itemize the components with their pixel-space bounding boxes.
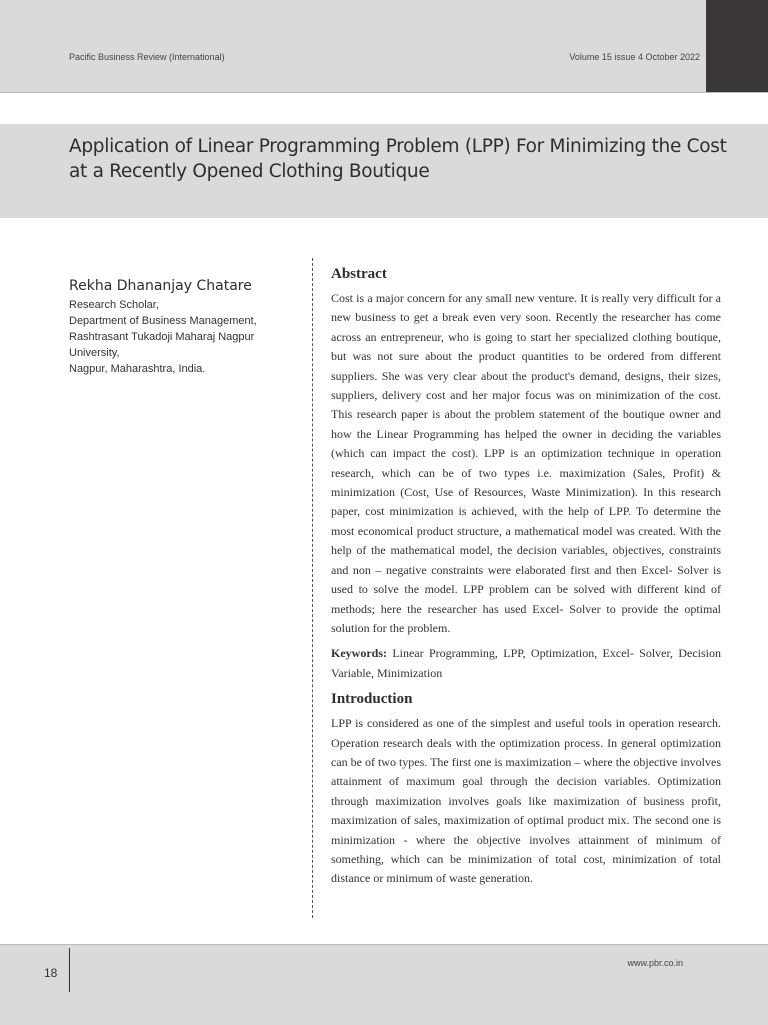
- header-corner-block: [706, 0, 768, 92]
- website-link[interactable]: www.pbr.co.in: [627, 958, 683, 968]
- introduction-text: LPP is considered as one of the simplest and useful tools in operation research. Operation research deals with the optimization process. In general optimization can be of two types. The first one is maximization – where the objective involves attainment of maximum goal through the decision variables. Optimization through maximization involves goals like maximization of business profit, maximization of sales, maximization of optimal product mix. The second one is minimization - where the objective involves attainment of minimum of something, which can be minimization of total cost, minimization of total distance or minimum of waste generation.: [331, 716, 722, 886]
- footer-band: [0, 944, 768, 1025]
- affiliation-line: Research Scholar,: [69, 299, 159, 311]
- volume-info: Volume 15 issue 4 October 2022: [569, 52, 700, 62]
- page-number-rule: [69, 948, 70, 992]
- paper-title: Application of Linear Programming Problem (LPP) For Minimizing the Cost at a Recently Opened Clothing Boutique: [69, 136, 727, 182]
- author-name: Rekha Dhananjay Chatare: [69, 278, 252, 294]
- affiliation-line: Rashtrasant Tukadoji Maharaj Nagpur: [69, 331, 255, 343]
- affiliation-line: Nagpur, Maharashtra, India.: [69, 363, 206, 375]
- column-divider: [312, 258, 313, 918]
- keywords-text: Linear Programming, LPP, Optimization, Excel- Solver, Decision Variable, Minimization: [331, 646, 721, 680]
- page-number: 18: [44, 966, 58, 980]
- abstract-heading: Abstract: [331, 266, 387, 282]
- main-column: [331, 266, 721, 889]
- header-band: [0, 0, 768, 93]
- abstract-text: Cost is a major concern for any small new venture. It is really very difficult for a new business to get a break even very soon. Recently the researcher has come across an entrepreneur, who is going to start her specialized clothing boutique, but was not sure about the product quantities to be ordered from different suppliers. She was very clear about the product's demand, designs, their sizes, suppliers, delivery cost and her major focus was on minimization of the cost. This research paper is about the problem statement of the boutique owner and how the Linear Programming has helped the owner in deciding the variables (which can impact the cost). LPP is an optimization technique in operation research, which can be of two types i.e. maximization (Sales, Profit) & minimization (Cost, Use of Resources, Waste Minimization). In this research paper, cost minimization is achieved, with the help of LPP. To determine the most economical product structure, a mathematical model was created. With the help of the mathematical model, the decision variables, objectives, constraints and non – negative constraints were elaborated first and then Excel- Solver is used to solve the model. LPP problem can be solved with different kind of methods; here the researcher has used Excel- Solver to provide the optimal solution for the problem.: [331, 291, 721, 635]
- author-block: [69, 278, 294, 377]
- keywords: [331, 644, 721, 683]
- journal-name: Pacific Business Review (International): [69, 52, 225, 62]
- affiliation-line: Department of Business Management,: [69, 315, 257, 327]
- keywords-label: Keywords:: [331, 646, 387, 661]
- affiliation-line: University,: [69, 347, 120, 359]
- introduction-heading: Introduction: [331, 691, 413, 708]
